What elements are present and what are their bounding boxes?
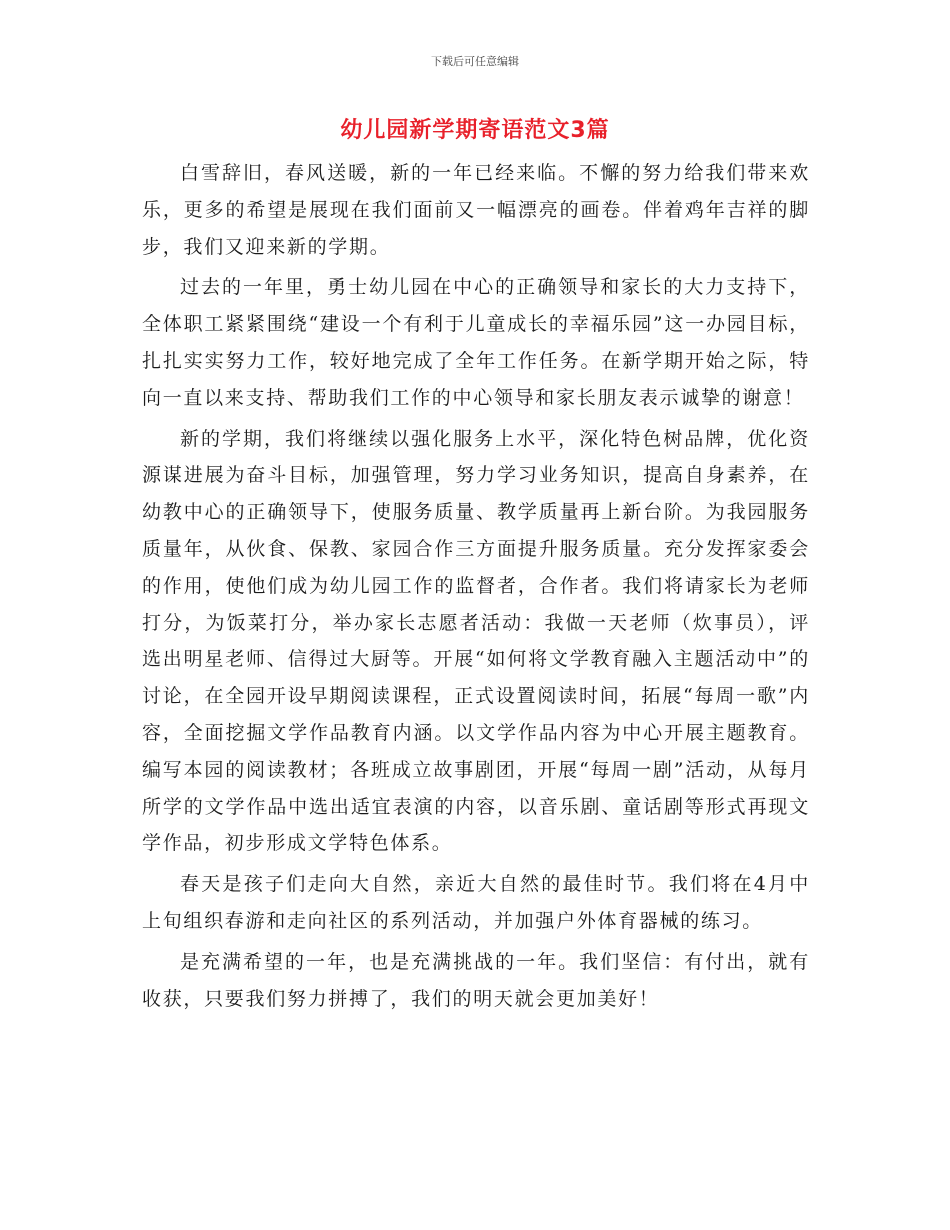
page-header-note: 下载后可任意编辑 bbox=[431, 55, 519, 68]
paragraph-2: 过去的一年里，勇士幼儿园在中心的正确领导和家长的大力支持下，全体职工紧紧围绕“建设一个有利于儿童成长的幸福乐园”这一办园目标，扎扎实实努力工作，较好地完成了全年工作任务。在新学期开始之际，特向一直以来支持、帮助我们工作的中心领导和家长朋友表示诚挚的谢意！ bbox=[142, 276, 810, 409]
document-title: 幼儿园新学期寄语范文3篇 bbox=[340, 118, 610, 143]
paragraph-3: 新的学期，我们将继续以强化服务上水平，深化特色树品牌，优化资源谋进展为奋斗目标，加强管理，努力学习业务知识，提高自身素养，在幼教中心的正确领导下，使服务质量、教学质量再上新台阶。为我园服务质量年，从伙食、保教、家园合作三方面提升服务质量。充分发挥家委会的作用，使他们成为幼儿园工作的监督者，合作者。我们将请家长为老师打分，为饭菜打分，举办家长志愿者活动：我做一天老师（炊事员），评选出明星老师、信得过大厨等。开展“如何将文学教育融入主题活动中”的讨论，在全园开设早期阅读课程，正式设置阅读时间，拓展“每周一歌”内容，全面挖掘文学作品教育内涵。以文学作品内容为中心开展主题教育。编写本园的阅读教材；各班成立故事剧团，开展“每周一剧”活动，从每月所学的文学作品中选出适宜表演的内容，以音乐剧、童话剧等形式再现文学作品，初步形成文学特色体系。 bbox=[142, 427, 810, 855]
paragraph-1: 白雪辞旧，春风送暖，新的一年已经来临。不懈的努力给我们带来欢乐，更多的希望是展现在我们面前又一幅漂亮的画卷。伴着鸡年吉祥的脚步，我们又迎来新的学期。 bbox=[142, 162, 810, 258]
paragraph-5: 是充满希望的一年，也是充满挑战的一年。我们坚信：有付出，就有收获，只要我们努力拼搏了，我们的明天就会更加美好！ bbox=[142, 950, 810, 1010]
document-body bbox=[142, 155, 810, 1021]
paragraph-4: 春天是孩子们走向大自然，亲近大自然的最佳时节。我们将在4月中上旬组织春游和走向社区的系列活动，并加强户外体育器械的练习。 bbox=[142, 873, 810, 932]
